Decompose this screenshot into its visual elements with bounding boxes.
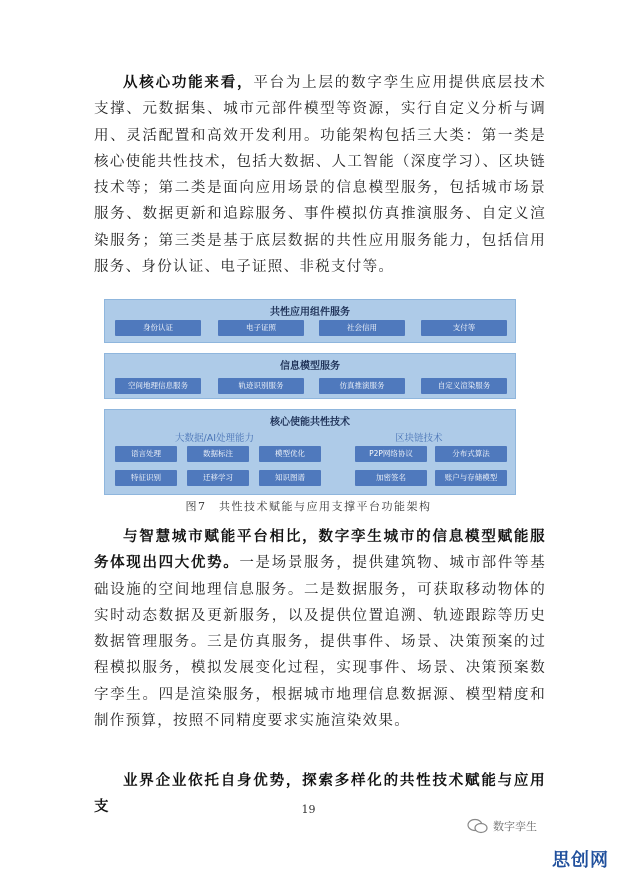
info-model-panel — [104, 353, 516, 399]
wechat-account-name: 数字孪生 — [493, 820, 537, 833]
diagram-box: 语言处理 — [115, 446, 177, 462]
diagram-box: 迁移学习 — [187, 470, 249, 486]
paragraph-advantages — [94, 524, 546, 734]
architecture-diagram — [104, 299, 516, 495]
paragraph-core-functions — [94, 70, 546, 280]
paragraph-body: 平台为上层的数字孪生应用提供底层技术支撑、元数据集、城市元部件模型等资源，实行自定义分析与调用、灵活配置和高效开发利用。功能架构包括三大类：第一类是核心使能共性技术，包括大数据、人工智能（深度学习）、区块链技术等；第二类是面向应用场景的信息模型服务，包括城市场景服务、数据更新和追踪服务、事件模拟仿真推演服务、自定义渲染服务；第三类是基于底层数据的共性应用服务能力，包括信用服务、身份认证、电子证照、非税支付等。 — [94, 75, 546, 276]
panel-title: 信息模型服务 — [280, 361, 340, 372]
group-label-blockchain: 区块链技术 — [395, 433, 443, 444]
diagram-box: P2P网络协议 — [355, 446, 427, 462]
figure-caption: 图7 共性技术赋能与应用支撑平台功能架构 — [185, 500, 432, 513]
group-label-ai: 大数据/AI处理能力 — [175, 433, 255, 444]
diagram-box: 账户与存储模型 — [435, 470, 507, 486]
diagram-box: 仿真推演服务 — [319, 378, 405, 394]
diagram-box: 轨迹识别服务 — [218, 378, 304, 394]
panel-title: 核心使能共性技术 — [270, 417, 350, 428]
core-tech-panel — [104, 409, 516, 495]
diagram-box: 空间地理信息服务 — [115, 378, 201, 394]
wechat-icon — [467, 818, 489, 834]
diagram-box: 电子证照 — [218, 320, 304, 336]
panel-title: 共性应用组件服务 — [270, 307, 350, 318]
diagram-box: 数据标注 — [187, 446, 249, 462]
diagram-box: 社会信用 — [319, 320, 405, 336]
diagram-box: 分布式算法 — [435, 446, 507, 462]
paragraph-lead: 业界企业依托自身优势，探索多样化的共性技术赋能与应用支 — [94, 773, 546, 816]
site-logo: 思创网 — [552, 850, 609, 871]
diagram-box: 身份认证 — [115, 320, 201, 336]
paragraph-body: 一是场景服务，提供建筑物、城市部件等基础设施的空间地理信息服务。二是数据服务，可获取移动物体的实时动态数据及更新服务，以及提供位置追溯、轨迹跟踪等历史数据管理服务。三是仿真服务，提供事件、场景、决策预案的过程模拟服务，模拟发展变化过程，实现事件、场景、决策预案数字孪生。四是渲染服务，根据城市地理信息数据源、模型精度和制作预算，按照不同精度要求实施渲染效果。 — [94, 555, 547, 730]
diagram-box: 模型优化 — [259, 446, 321, 462]
paragraph-lead: 与智慧城市赋能平台相比，数字孪生城市的信息模型赋能服务体现出四大优势。 — [94, 529, 546, 572]
diagram-box: 自定义渲染服务 — [421, 378, 507, 394]
diagram-box: 支付等 — [421, 320, 507, 336]
diagram-box: 特征识别 — [115, 470, 177, 486]
page-number: 19 — [301, 803, 316, 816]
paragraph-lead: 从核心功能来看， — [123, 75, 254, 91]
diagram-box: 加密签名 — [355, 470, 427, 486]
common-app-panel — [104, 299, 516, 343]
diagram-box: 知识图谱 — [259, 470, 321, 486]
wechat-attribution — [467, 818, 577, 836]
